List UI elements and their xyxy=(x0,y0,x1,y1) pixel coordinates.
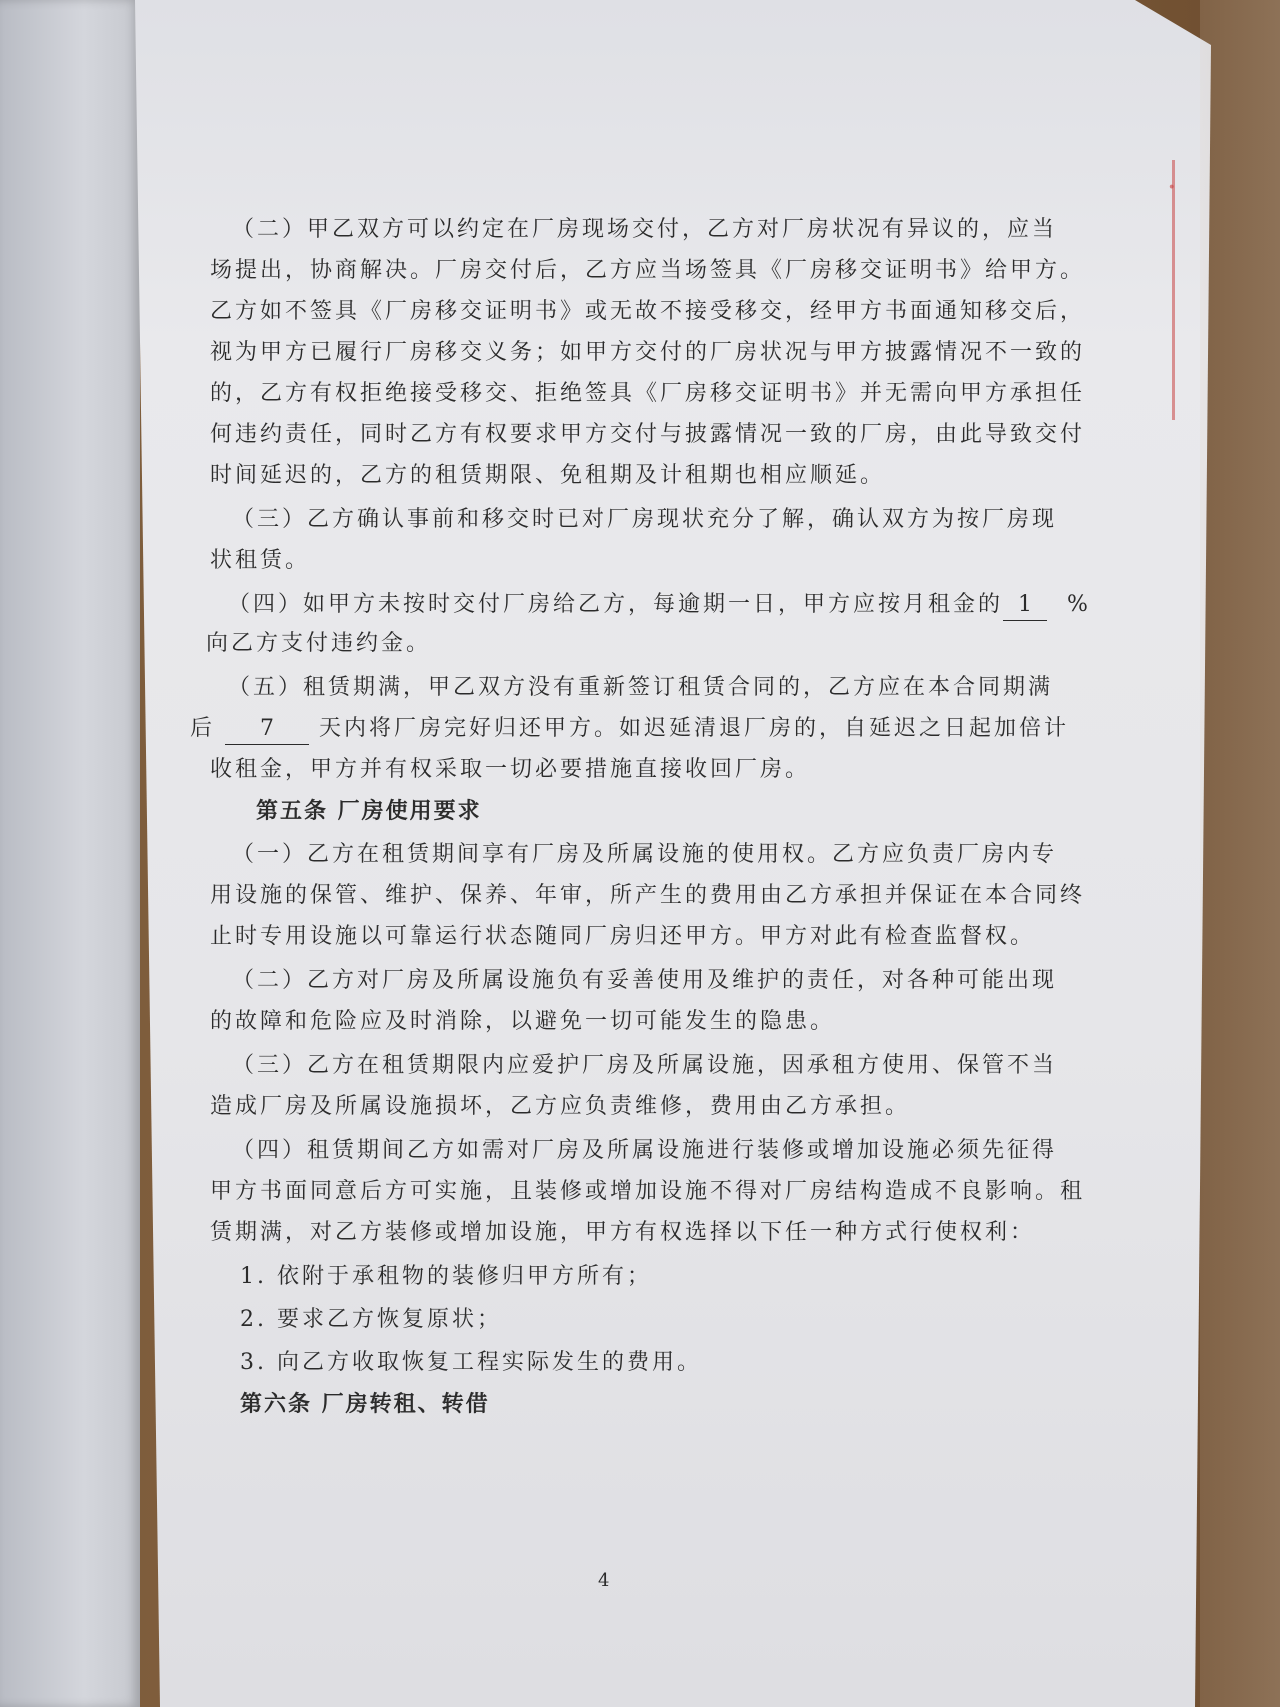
text-line xyxy=(228,590,1091,621)
text-line: 止时专用设施以可靠运行状态随同厂房归还甲方。甲方对此有检查监督权。 xyxy=(210,924,1036,949)
page-number: 4 xyxy=(598,1570,610,1591)
text-line: 乙方如不签具《厂房移交证明书》或无故不接受移交，经甲方书面通知移交后， xyxy=(210,299,1086,324)
previous-page-edge xyxy=(0,0,140,1707)
seal-stamp-edge: · xyxy=(1172,160,1215,420)
clause-text: 后 xyxy=(190,716,216,741)
article-heading: 第六条 厂房转租、转借 xyxy=(240,1392,490,1417)
text-line: 的，乙方有权拒绝接受移交、拒绝签具《厂房移交证明书》并无需向甲方承担任 xyxy=(210,381,1086,406)
text-line: （三）乙方确认事前和移交时已对厂房现状充分了解，确认双方为按厂房现 xyxy=(232,507,1058,532)
clause-text: （四）如甲方未按时交付厂房给乙方，每逾期一日，甲方应按月租金的 xyxy=(228,592,1004,617)
text-line: 造成厂房及所属设施损坏，乙方应负责维修，费用由乙方承担。 xyxy=(210,1094,911,1119)
plastic-cover-edge xyxy=(1200,0,1280,1707)
text-line: 赁期满，对乙方装修或增加设施，甲方有权选择以下任一种方式行使权利： xyxy=(210,1220,1036,1245)
text-line: 时间延迟的，乙方的租赁期限、免租期及计租期也相应顺延。 xyxy=(210,463,886,488)
text-line: 甲方书面同意后方可实施，且装修或增加设施不得对厂房结构造成不良影响。租 xyxy=(210,1179,1086,1204)
text-line: 何违约责任，同时乙方有权要求甲方交付与披露情况一致的厂房，由此导致交付 xyxy=(210,422,1086,447)
text-line: 场提出，协商解决。厂房交付后，乙方应当场签具《厂房移交证明书》给甲方。 xyxy=(210,258,1086,283)
text-line: （四）租赁期间乙方如需对厂房及所属设施进行装修或增加设施必须先征得 xyxy=(232,1138,1058,1163)
list-item: 3. 向乙方收取恢复工程实际发生的费用。 xyxy=(240,1350,702,1375)
text-line: （三）乙方在租赁期限内应爱护厂房及所属设施，因承租方使用、保管不当 xyxy=(232,1053,1058,1078)
text-line xyxy=(190,714,1069,745)
text-line: （一）乙方在租赁期间享有厂房及所属设施的使用权。乙方应负责厂房内专 xyxy=(232,842,1058,867)
clause-text: 天内将厂房完好归还甲方。如迟延清退厂房的，自延迟之日起加倍计 xyxy=(319,716,1070,741)
return-days-value: 7 xyxy=(225,714,309,745)
text-line: （五）租赁期满，甲乙双方没有重新签订租赁合同的，乙方应在本合同期满 xyxy=(228,675,1054,700)
penalty-rate-value: 1 xyxy=(1003,590,1047,621)
text-line: （二）乙方对厂房及所属设施负有妥善使用及维护的责任，对各种可能出现 xyxy=(232,968,1058,993)
article-heading: 第五条 厂房使用要求 xyxy=(256,799,482,824)
text-line: 用设施的保管、维护、保养、年审，所产生的费用由乙方承担并保证在本合同终 xyxy=(210,883,1086,908)
text-line: 视为甲方已履行厂房移交义务；如甲方交付的厂房状况与甲方披露情况不一致的 xyxy=(210,340,1086,365)
list-item: 1. 依附于承租物的装修归甲方所有； xyxy=(240,1264,652,1289)
list-item: 2. 要求乙方恢复原状； xyxy=(240,1307,502,1332)
text-line: 的故障和危险应及时消除，以避免一切可能发生的隐患。 xyxy=(210,1009,836,1034)
text-line: 收租金，甲方并有权采取一切必要措施直接收回厂房。 xyxy=(210,757,811,782)
penalty-unit: % xyxy=(1067,592,1091,617)
text-line: （二）甲乙双方可以约定在厂房现场交付，乙方对厂房状况有异议的，应当 xyxy=(232,217,1058,242)
text-line: 状租赁。 xyxy=(210,548,311,573)
text-line: 向乙方支付违约金。 xyxy=(206,631,432,656)
